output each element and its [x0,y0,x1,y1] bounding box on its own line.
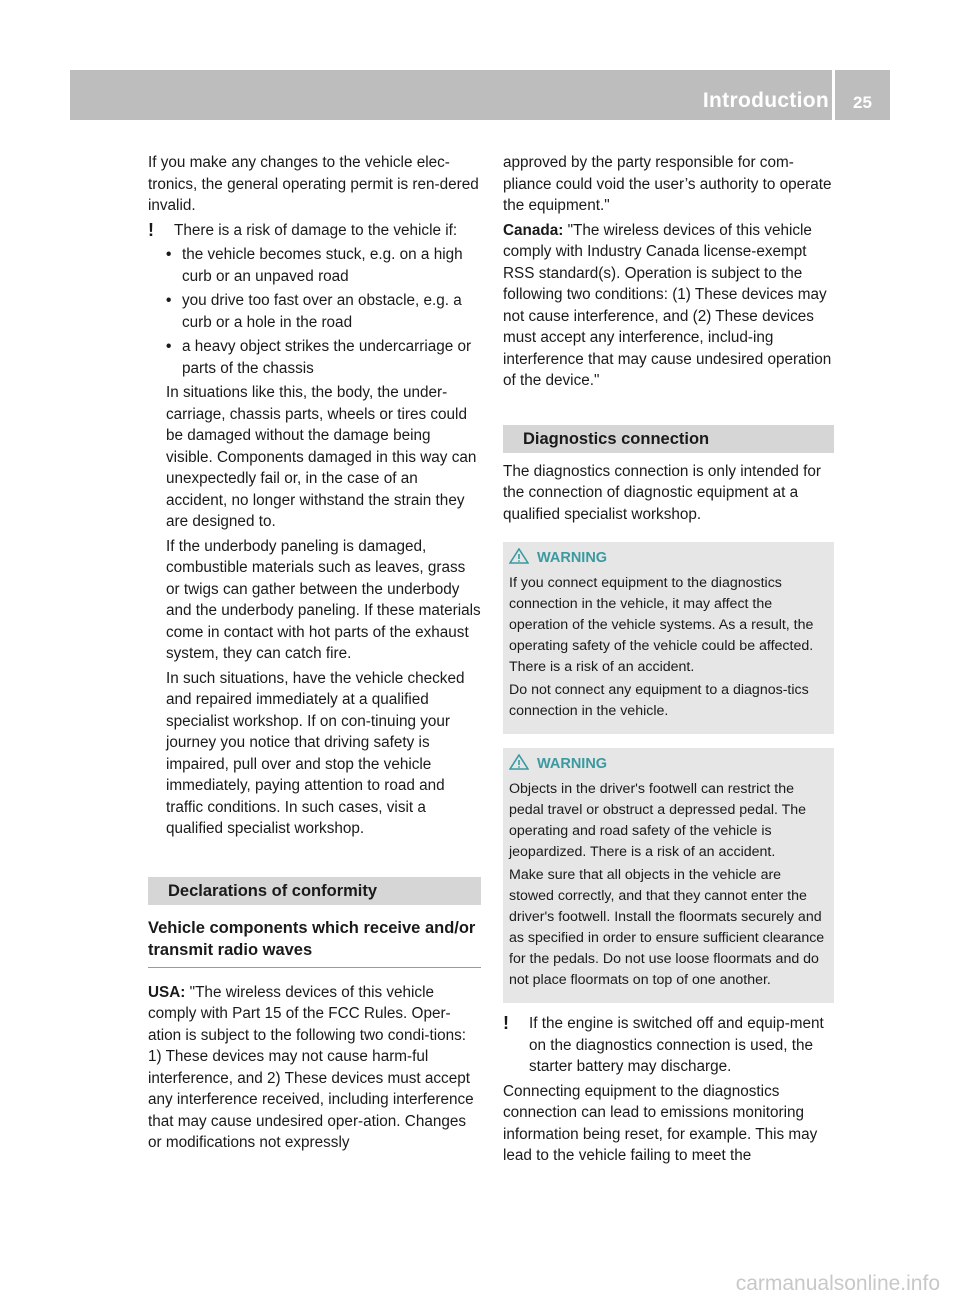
notice-text: If the engine is switched off and equip-ment on the diagnostics connection is used, the starter battery may discharge. [529,1015,824,1075]
page-number: 25 [853,93,872,112]
damage-conditions-list [148,244,481,379]
warning-triangle-icon [509,754,529,770]
watermark: carmanualsonline.info [735,1272,940,1295]
warning-label: WARNING [537,756,608,772]
warning-heading [509,754,828,775]
notice-text: There is a risk of damage to the vehicle if: [174,221,458,239]
notice-paragraph: In situations like this, the body, the under-carriage, chassis parts, wheels or tires could be damaged without the damage being visible. Components damaged in this way can unexpectedly fail or, in the case of an accident, no longer withstand the strain they are designed to. [166,384,477,530]
intro-paragraph: If you make any changes to the vehicle elec-tronics, the general operating permit is ren-dered invalid. [148,154,479,214]
section-heading-declarations: Declarations of conformity [148,877,481,905]
damage-notice [148,220,481,242]
diagnostics-intro: The diagnostics connection is only intended for the connection of diagnostic equipment at a qualified specialist workshop. [503,462,822,523]
chapter-title: Introduction [702,89,829,112]
closing-paragraph: Connecting equipment to the diagnostics connection can lead to emissions monitoring information being reset, for example. This may lead to the vehicle failing to meet the [503,1082,818,1164]
usa-paragraph [148,982,481,1154]
usa-text: "The wireless devices of this vehicle comply with Part 15 of the FCC Rules. Oper-ation is subject to the following two condi-tions: 1) These devices may not cause harm-ful interference, and 2) These devices must accept any interference received, including interference that may cause undesired oper-ation. Changes or modifications not expressly [148,983,474,1151]
canada-text: "The wireless devices of this vehicle comply with Industry Canada license-exempt RSS standard(s). Operation is subject to the following two conditions: (1) These devices may not cause interference, and (2) These devices must accept any interference, includ-ing interference that may cause undesired operation of the device." [503,221,832,389]
list-item: • the vehicle becomes stuck, e.g. on a high curb or an unpaved road [166,244,481,287]
notice-paragraph: If the underbody paneling is damaged, combustible materials such as leaves, grass or twigs can gather between the underbody and the underbody paneling. If these materials come in contact with hot parts of the exhaust system, they can catch fire. [166,537,481,662]
section-heading-diagnostics: Diagnostics connection [503,425,834,453]
warning-label: WARNING [537,550,608,566]
notice-paragraph: In such situations, have the vehicle checked and repaired immediately at a qualified specialist workshop. If on con-tinuing your journey you notice that driving safety is impaired, pull over and stop the vehicle immediately, paying attention to road and traffic conditions. In such cases, visit a qualified specialist workshop. [166,669,465,837]
warning-box-footwell [503,748,834,1003]
warning-heading [509,548,828,569]
warning-paragraph: Objects in the driver's footwell can restrict the pedal travel or obstruct a depressed pedal. The operating and road safety of the vehicle is jeopardized. There is a risk of an accident. [509,781,807,860]
subheading-radio-components: Vehicle components which receive and/or transmit radio waves [148,917,481,968]
warning-paragraph: Make sure that all objects in the vehicle are stowed correctly, and that they cannot enter the driver's footwell. Install the floormats securely and as specified in order to ensure sufficient clearance for the pedals. Do not use loose floormats and do not place floormats on top of one another. [509,867,825,988]
left-column [148,152,481,1157]
list-item: • you drive too fast over an obstacle, e.g. a curb or a hole in the road [166,290,481,333]
warning-paragraph: Do not connect any equipment to a diagnos-tics connection in the vehicle. [509,682,809,719]
exclamation-icon: ! [148,219,154,240]
right-column [503,152,834,1170]
usa-continued-paragraph: approved by the party responsible for com-pliance could void the user’s authority to operate the equipment." [503,154,832,214]
usa-label: USA: [148,983,186,1001]
battery-notice [503,1013,834,1078]
list-item: • a heavy object strikes the undercarriage or parts of the chassis [166,336,481,379]
exclamation-icon: ! [503,1013,509,1033]
warning-paragraph: If you connect equipment to the diagnostics connection in the vehicle, it may affect the operation of the vehicle systems. As a result, the operating safety of the vehicle could be affected. There is a risk of an accident. [509,575,814,675]
warning-triangle-icon [509,548,529,564]
canada-label: Canada: [503,221,564,239]
canada-paragraph [503,220,834,392]
warning-box-diagnostics [503,542,834,734]
